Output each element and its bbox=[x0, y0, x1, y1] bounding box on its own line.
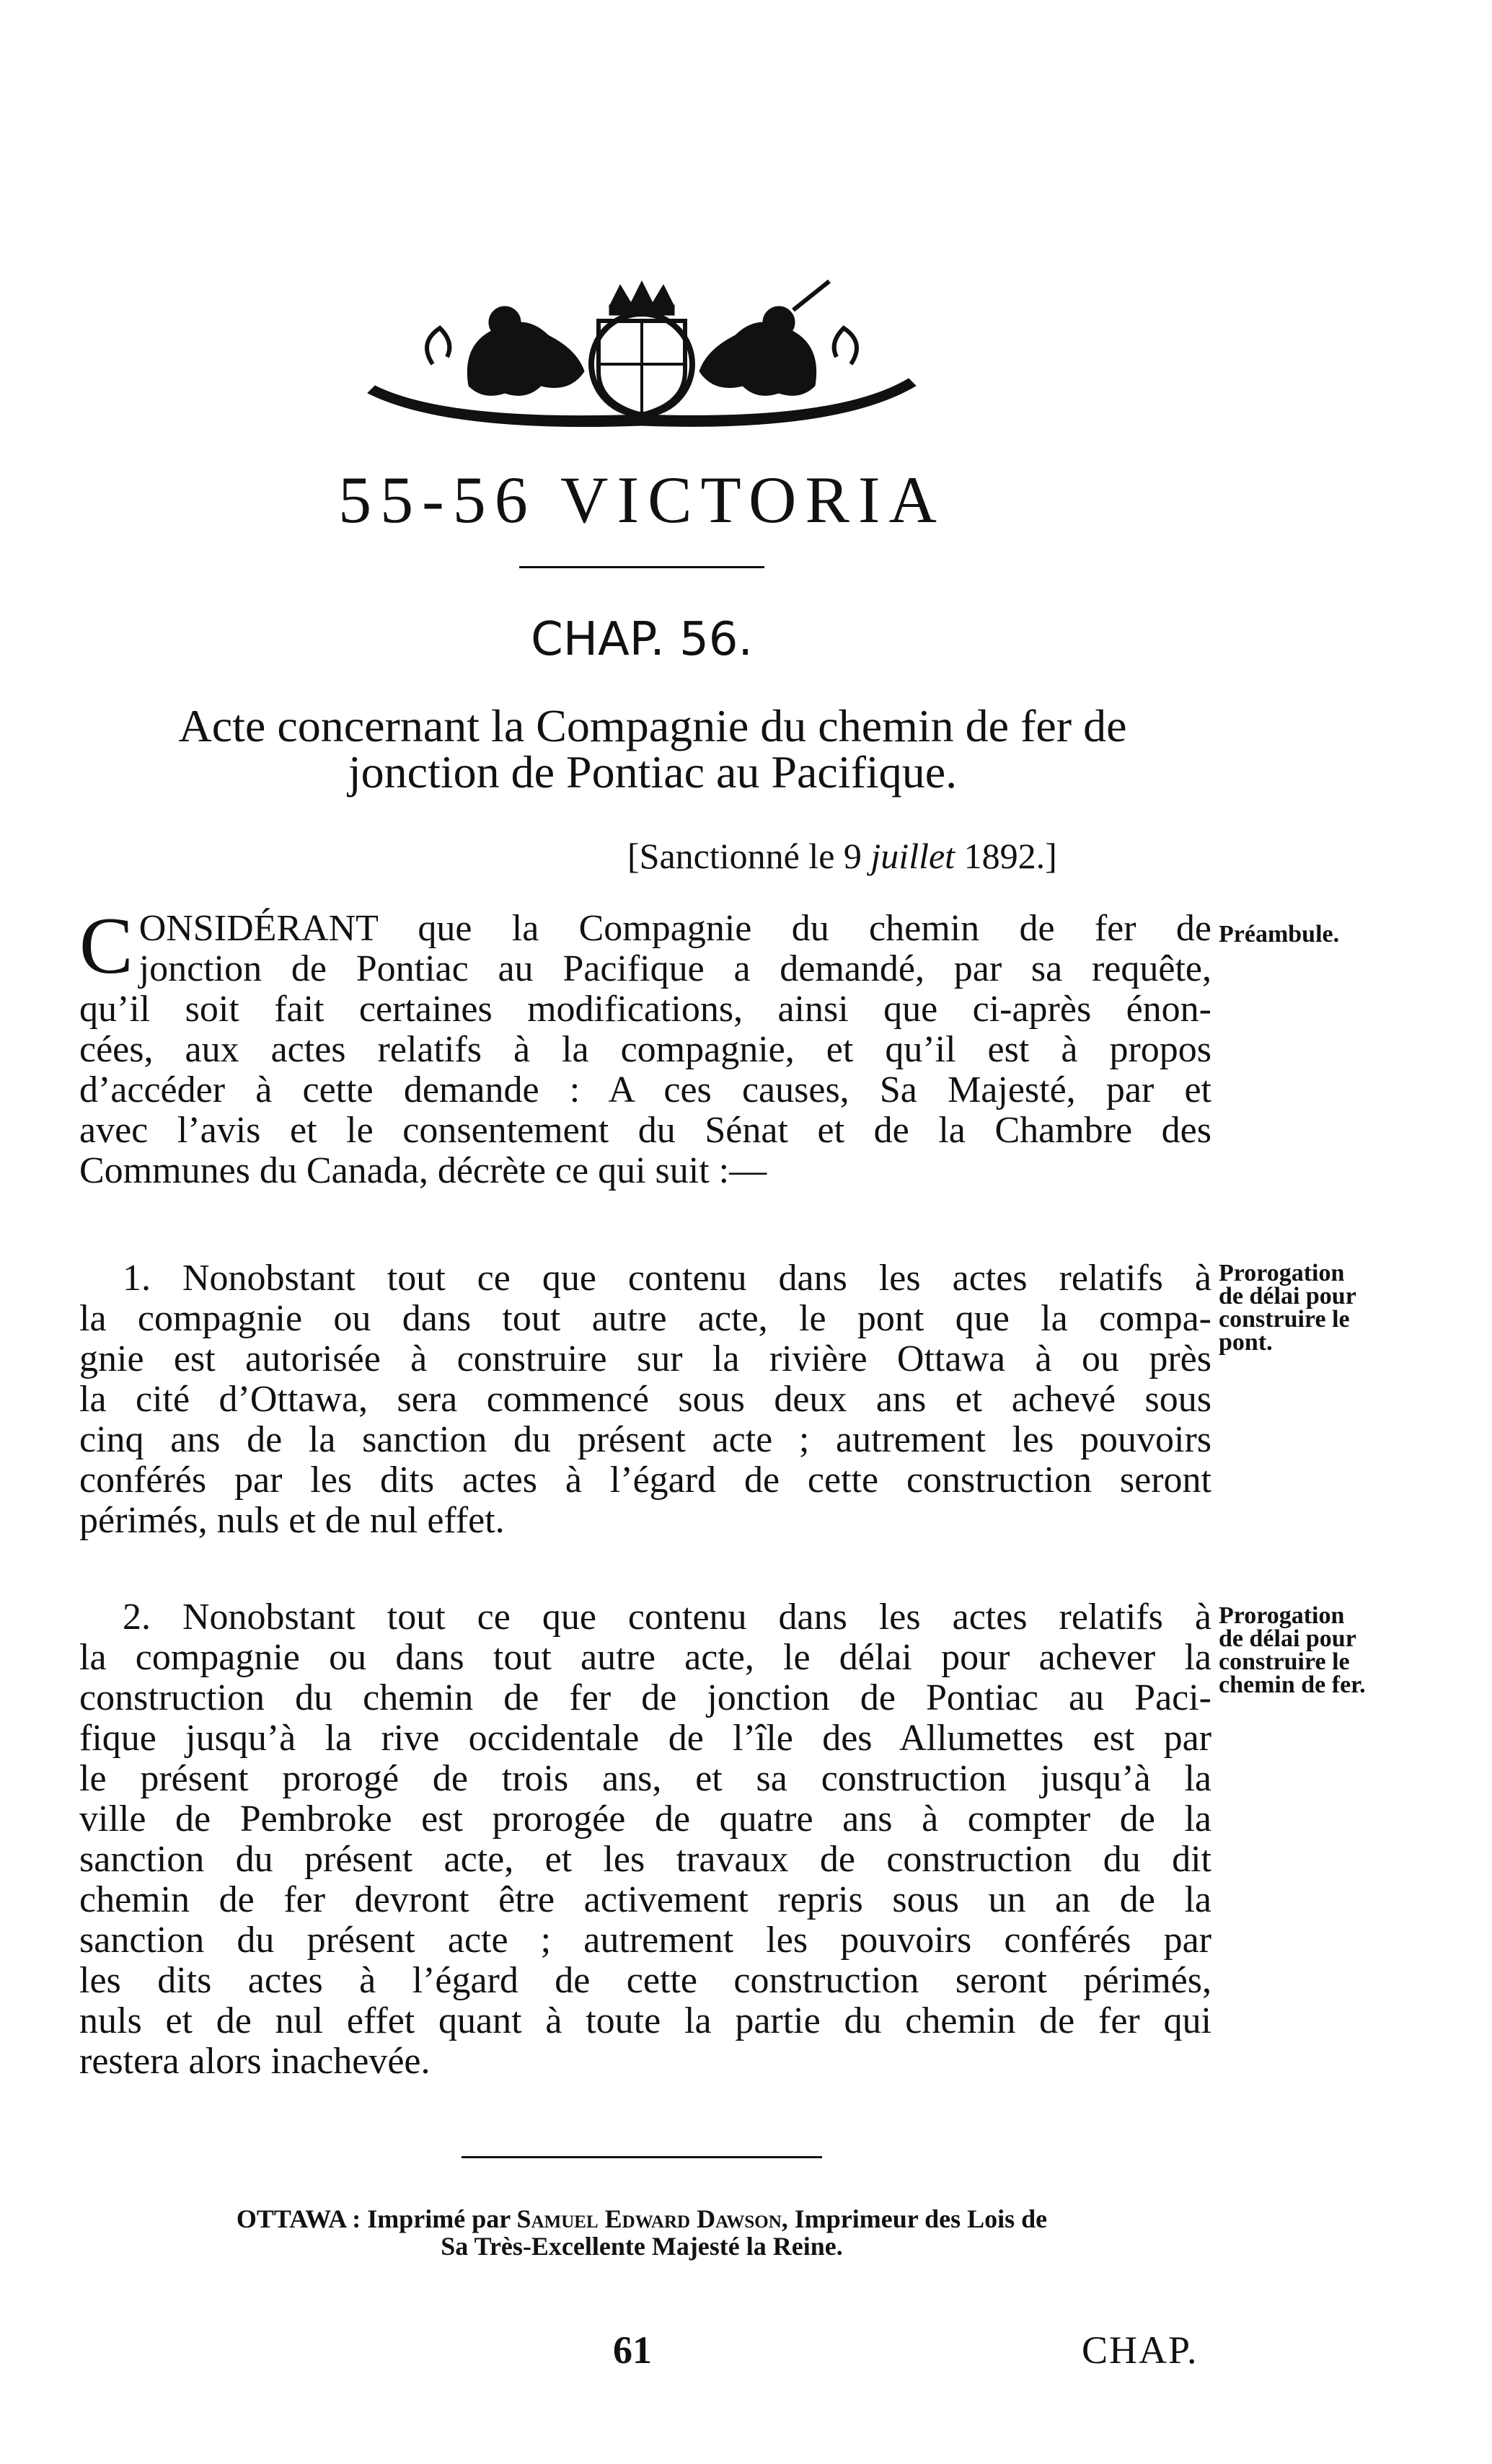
text-line: 1. Nonobstant tout ce que contenu dans les actes relatifs à bbox=[123, 1258, 1211, 1299]
imprint-suffix: , Imprimeur des Lois de bbox=[781, 2204, 1048, 2233]
text-line: construction du chemin de fer de jonction de Pontiac au Paci- bbox=[79, 1677, 1211, 1718]
sanction-year: 1892.] bbox=[963, 836, 1057, 876]
text-line: conférés par les dits actes à l’égard de cette construction seront bbox=[79, 1460, 1211, 1501]
text-line: gnie est autorisée à construire sur la rivière Ottawa à ou près bbox=[79, 1338, 1211, 1379]
regnal-year: 55-56 VICTORIA bbox=[338, 463, 945, 536]
sanction-prefix: [Sanctionné le 9 bbox=[627, 836, 862, 876]
chapter-number: CHAP. 56. bbox=[531, 613, 753, 666]
text-line: d’accéder à cette demande : A ces causes, Sa Majesté, par et bbox=[79, 1069, 1211, 1110]
text-line: ONSIDÉRANT que la Compagnie du chemin de fer de bbox=[138, 908, 1211, 949]
text-line: les dits actes à l’égard de cette construction seront périmés, bbox=[79, 1960, 1211, 2001]
drop-capital: C bbox=[79, 901, 133, 991]
divider bbox=[519, 566, 764, 568]
text-line: le présent prorogé de trois ans, et sa construction jusqu’à la bbox=[79, 1758, 1211, 1799]
act-title bbox=[79, 700, 1226, 798]
text-line: cinq ans de la sanction du présent acte ; autrement les pouvoirs bbox=[79, 1419, 1211, 1460]
text-line: qu’il soit fait certaines modifications, ainsi que ci-après énon- bbox=[79, 989, 1211, 1030]
act-title-line: jonction de Pontiac au Pacifique. bbox=[348, 746, 958, 798]
section-2-paragraph bbox=[79, 1597, 1211, 2082]
text-line: sanction du présent acte ; autrement les pouvoirs conférés par bbox=[79, 1920, 1211, 1961]
divider bbox=[462, 2156, 822, 2158]
text-line: nuls et de nul effet quant à toute la partie du chemin de fer qui bbox=[79, 2000, 1211, 2041]
text-line: avec l’avis et le consentement du Sénat et de la Chambre des bbox=[79, 1110, 1211, 1151]
catchword: CHAP. bbox=[1082, 2328, 1199, 2372]
text-line: 2. Nonobstant tout ce que contenu dans les actes relatifs à bbox=[123, 1597, 1211, 1638]
text-line: jonction de Pontiac au Pacifique a demandé, par sa requête, bbox=[138, 948, 1211, 989]
preamble-paragraph bbox=[79, 901, 1211, 1191]
margin-note-line: de délai pour bbox=[1219, 1283, 1356, 1310]
text-line: la compagnie ou dans tout autre acte, le délai pour achever la bbox=[79, 1637, 1211, 1678]
text-line: cées, aux actes relatifs à la compagnie, et qu’il est à propos bbox=[79, 1029, 1211, 1070]
page-number: 61 bbox=[613, 2328, 652, 2372]
margin-note-section-1 bbox=[1219, 1262, 1435, 1354]
imprint-line-2: Sa Très-Excellente Majesté la Reine. bbox=[441, 2232, 843, 2261]
sanction-month: juillet bbox=[870, 836, 955, 876]
margin-note-section-2 bbox=[1219, 1604, 1435, 1697]
margin-note-preamble: Préambule. bbox=[1219, 921, 1340, 948]
margin-note-line: pont. bbox=[1219, 1329, 1273, 1356]
margin-note-line: Prorogation bbox=[1219, 1260, 1345, 1286]
text-line: Communes du Canada, décrète ce qui suit :— bbox=[79, 1150, 767, 1191]
imprint-line-1 bbox=[0, 2205, 1284, 2233]
margin-note-line: de délai pour bbox=[1219, 1625, 1356, 1652]
text-line: la cité d’Ottawa, sera commencé sous deux ans et achevé sous bbox=[79, 1379, 1211, 1420]
margin-note-line: Prorogation bbox=[1219, 1602, 1345, 1629]
printer-imprint bbox=[0, 2205, 1284, 2260]
margin-note-line: construire le bbox=[1219, 1306, 1350, 1333]
text-line: restera alors inachevée. bbox=[79, 2041, 431, 2082]
imprint-printer: Samuel Edward Dawson bbox=[516, 2204, 782, 2233]
text-line: chemin de fer devront être activement repris sous un an de la bbox=[79, 1879, 1211, 1920]
text-line: sanction du présent acte, et les travaux de construction du dit bbox=[79, 1839, 1211, 1880]
royal-coat-of-arms-icon bbox=[361, 278, 923, 429]
text-line: la compagnie ou dans tout autre acte, le pont que la compa- bbox=[79, 1298, 1211, 1339]
text-line: périmés, nuls et de nul effet. bbox=[79, 1500, 505, 1541]
sanction-date bbox=[627, 835, 1057, 877]
text-line: ville de Pembroke est prorogée de quatre ans à compter de la bbox=[79, 1798, 1211, 1840]
imprint-prefix: OTTAWA : Imprimé par bbox=[236, 2204, 511, 2233]
act-title-line: Acte concernant la Compagnie du chemin de fer de bbox=[178, 700, 1127, 751]
margin-note-line: chemin de fer. bbox=[1219, 1672, 1366, 1698]
text-line: fique jusqu’à la rive occidentale de l’île des Allumettes est par bbox=[79, 1718, 1211, 1759]
margin-note-line: construire le bbox=[1219, 1648, 1350, 1675]
section-1-paragraph bbox=[79, 1258, 1211, 1541]
